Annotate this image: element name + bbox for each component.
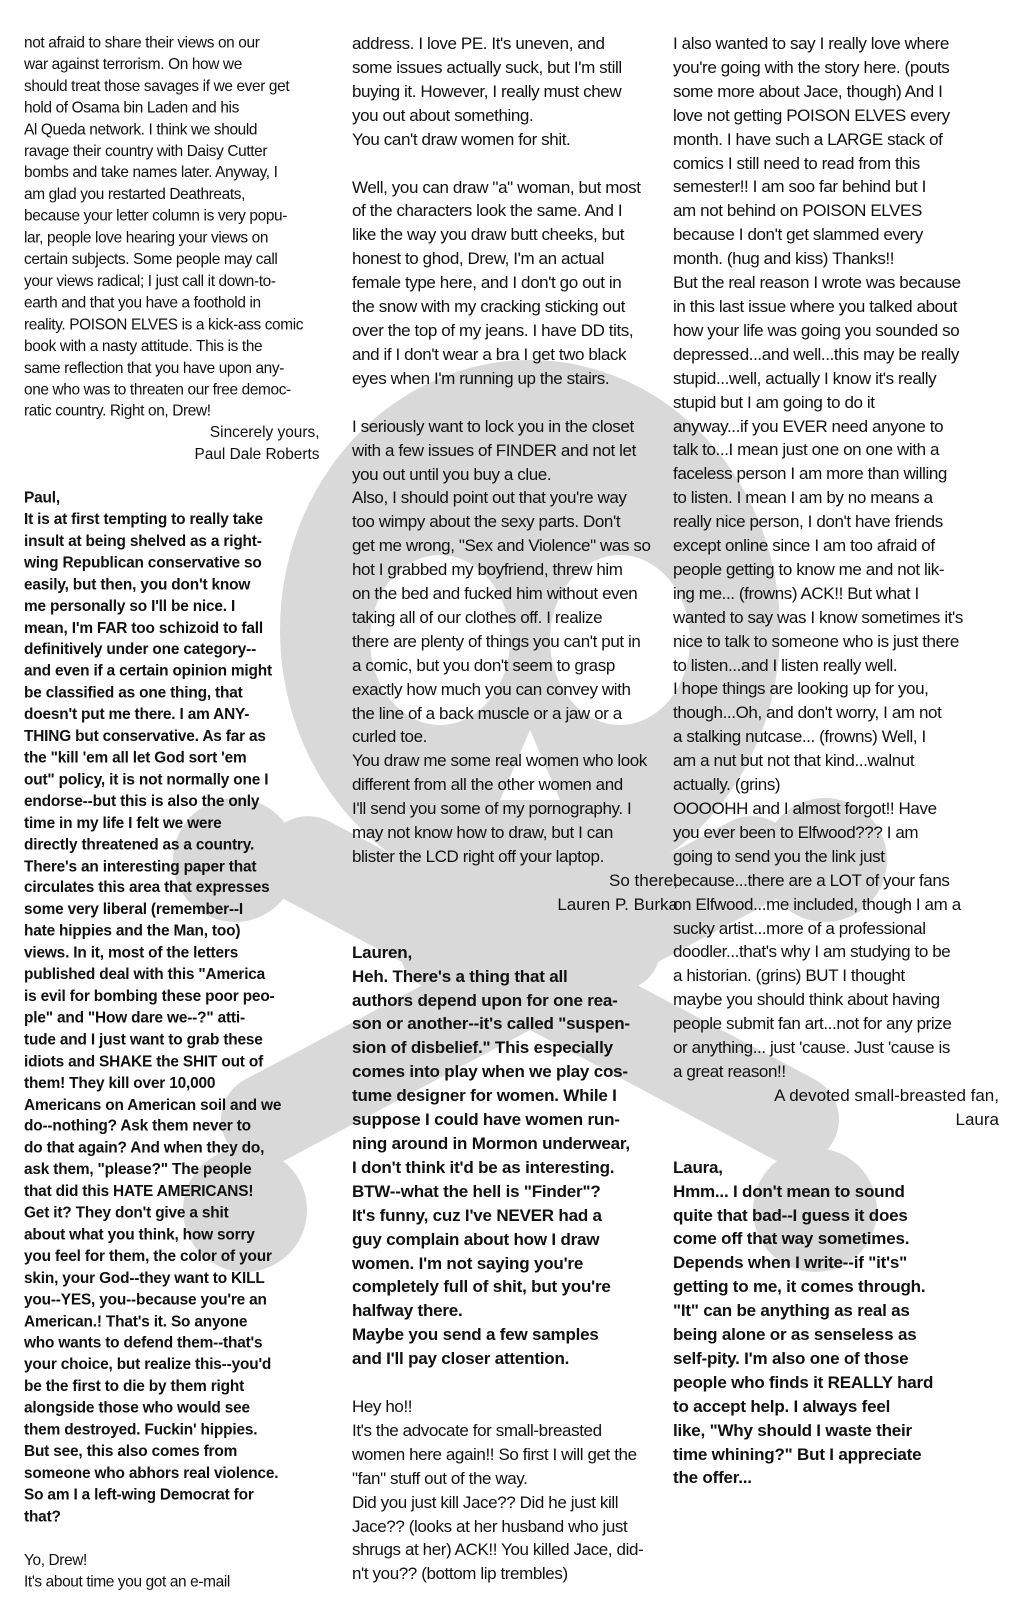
letter-lauren-signature: So there, Lauren P. Burka <box>557 870 678 914</box>
letter-laura-body: I also wanted to say I really love where you're going with the story here. (pouts some more about Jace, though) And I love not getting POISON ELVES every month. I have such a LARGE stack of comics I still need to read from this semester!! I am soo far behind but I am not behind on POISON ELVES because I don't get slammed every month. (hug and kiss) Thanks!! But the real reason I wrote was because in this last issue where you talked about how your life was going you sounded so depressed...and well...this may be really stupid...well, actually I know it's really stupid but I am going to do it anyway...if you EVER need anyone to talk to...I mean just one on one with a faceless person I am more than willing to listen. I mean I am by no means a really nice person, I don't have friends except online since I am too afraid of people getting to know me and not lik- ing me... (frowns) ACK!! But what I wanted to say was I know sometimes it's nice to talk to someone who is just there to listen...and I listen really well. I hope things are looking up for you, though...Oh, and don't worry, I am not a stalking nutcase... (frowns) Well, I am a nut but not that kind...walnut actually. (grins) OOOOHH and I almost forgot!! Have you ever been to Elfwood??? I am going to send you the link just because...there are a LOT of your fans on Elfwood...me included, though I am a sucky artist...more of a professional doodler...that's why I am studying to be a historian. (grins) BUT I thought maybe you should think about having people submit fan art...not for any prize or anything... just 'cause. Just 'cause is a great reason!! <box>673 34 963 1081</box>
letter-lauren-paragraph-1: address. I love PE. It's uneven, and some issues actually suck, but I'm still buying it. However, I really must chew you out about something. You can't draw women for shit. <box>352 34 622 149</box>
letter-lauren-start: Yo, Drew! It's about time you got an e-mail <box>24 1550 230 1590</box>
letter-paul-body: not afraid to share their views on our war against terrorism. On how we should treat those savages if we ever get hold of Osama bin Laden and his Al Queda network. I think we should ravage their country with Daisy Cutter bombs and take names later. Anyway, I am glad you restarted Deathreats, because your letter column is very popu- lar, people love hearing your views on certain subjects. Some people may call your views radical; I just call it down-to- earth and that you have a foothold in reality. POISON ELVES is a kick-ass comic book with a nasty attitude. This is the same reflection that you have upon any- one who was to threaten our free democ- ratic country. Right on, Drew! <box>24 33 304 420</box>
column-1 <box>24 32 334 1592</box>
letters-page <box>20 22 1000 1597</box>
reply-to-laura: Laura, Hmm... I don't mean to sound quite that bad--I guess it does come off that way sometimes. Depends when I write--if "it's" getting to me, it comes through. "It" can be anything as real as being alone or as senseless as self-pity. I'm also one of those people who finds it REALLY hard to accept help. I always feel like, "Why should I waste their time whining?" But I appreciate the offer... <box>673 1157 934 1488</box>
letter-lauren-paragraph-3: I seriously want to lock you in the closet with a few issues of FINDER and not let you out until you buy a clue. Also, I should point out that you're way too wimpy about the sexy parts. Don't get me wrong, "Sex and Violence" was so hot I grabbed my boyfriend, threw him on the bed and fucked him without even taking all of our clothes off. I realize there are plenty of things you can't put in a comic, but you don't seem to grasp exactly how much you can convey with the line of a back muscle or a jaw or a curled toe. You draw me some real women who look different from all the other women and I'll send you some of my pornography. I may not know how to draw, but I can blister the LCD right off your laptop. <box>352 416 651 866</box>
letter-lauren-paragraph-2: Well, you can draw "a" woman, but most of the characters look the same. And I like the way you draw butt cheeks, but honest to ghod, Drew, I'm an actual female type here, and I don't go out in the snow with my cracking sticking out over the top of my jeans. I have DD tits, and if I don't wear a bra I get two black eyes when I'm running up the stairs. <box>352 177 641 388</box>
letter-laura-start: Hey ho!! It's the advocate for small-breasted women here again!! So first I will get the "fan" stuff out of the way. Did you just kill Jace?? Did he just kill Jace?? (looks at her husband who just shrugs at her) ACK!! You killed Jace, did- n't you?? (bottom lip trembles) <box>352 1397 644 1584</box>
reply-to-lauren: Lauren, Heh. There's a thing that all authors depend upon for one rea- son or another--it's called "suspen- sion of disbelief." This especially comes into play when we play cos- tume designer for women. While I suppose I could have women run- ning around in Mormon underwear, I don't think it'd be as interesting. BTW--what the hell is "Finder"? It's funny, cuz I've NEVER had a guy complain about how I draw women. I'm not saying you're completely full of shit, but you're halfway there. Maybe you send a few samples and I'll pay closer attention. <box>352 942 630 1369</box>
reply-to-paul: Paul, It is at first tempting to really take insult at being shelved as a right- wing Republican conservative so easily, but then, you don't know me personally so I'll be nice. I mean, I'm FAR too schizoid to fall definitively under one category-- and even if a certain opinion might be classified as one thing, that doesn't put me there. I am ANY- THING but conservative. As far as the "kill 'em all let God sort 'em out" policy, it is not normally one I endorse--but this is also the only time in my life I felt we were directly threatened as a country. There's an interesting paper that circulates this area that expresses some very liberal (remember--I hate hippies and the Man, too) views. In it, most of the letters published deal with this "America is evil for bombing these poor peo- ple" and "How dare we--?" atti- tude and I just want to grab these idiots and SHAKE the SHIT out of them! They kill over 10,000 Americans on American soil and we do--nothing? Ask them never to do that again? And when they do, ask them, "please?" The people that did this HATE AMERICANS! Get it? They don't give a shit about what you think, how sorry you feel for them, the color of your skin, your God--they want to KILL you--YES, you--because you're an American.! That's it. So anyone who wants to defend them--that's your choice, but realize this--you'd be the first to die by them right alongside those who would see them destroyed. Fuckin' hippies. But see, this also comes from someone who abhors real violence. So am I a left-wing Democrat for that? <box>24 488 282 1525</box>
column-2 <box>352 32 694 1586</box>
letter-paul-signature: Sincerely yours, Paul Dale Roberts <box>194 423 320 463</box>
letter-laura-signature: A devoted small-breasted fan, Laura <box>774 1085 999 1129</box>
column-3 <box>673 32 1015 1490</box>
